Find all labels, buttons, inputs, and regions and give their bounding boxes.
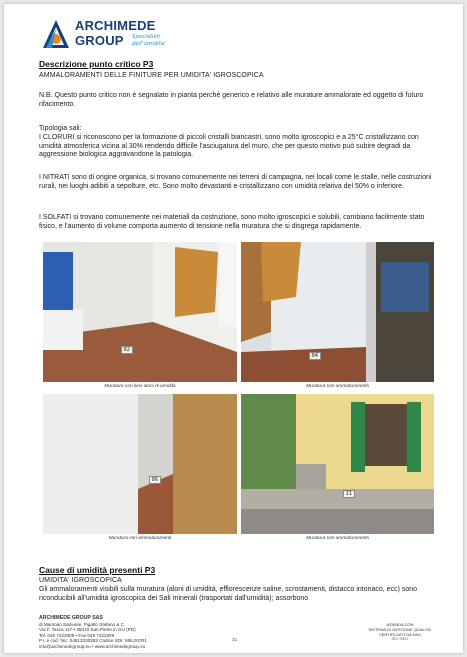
photo-caption-06: Muratura con ammaloramenti [108,536,172,541]
paragraph-nitrati: I NITRATI sono di origine organica, si trovano comunemente nei terreni di campagna, nei locali come le stalle, nelle costruzioni rurali, nei luoghi adibiti a sepolture, etc. Sono molto devastanti e cristallizzano con umidità relativa del 50% o inferiore. [39,174,432,190]
photo-06-image [43,394,237,534]
archimede-logo-icon [42,18,70,50]
footer-company-info [39,616,209,650]
photo-tag-04: 04 [309,352,321,360]
section-subtitle-cause: UMIDITA' IGROSCOPICA [39,577,122,584]
photo-caption-11: Muratura con ammaloramenti [306,536,369,541]
photo-04 [241,242,434,382]
cert-line-4: ISO 9001 [391,636,409,642]
footer-company-name: ARCHIMEDE GROUP SAS [39,615,103,621]
paragraph-cause: Gli ammaloramenti visibili sulla muratura (aloni di umidità, efflorescenze saline, scrostamenti, distacco intonaco, ecc) sono riconducibili all'umidità igroscopica dei Sali minerali (trasportati dall'umidità); assorbono [39,586,418,602]
paragraph-solfati: I SOLFATI si trovano comunemente nei materiali da costruzione, sono molto igroscopici e solubili, cambiano facilmente stato fisico, e l'aumento di volume comporta aumento di tensione nella muratura che si disgrega rapidamente. [39,214,425,230]
footer-line-3: Tel. 049 7423009 • Fax 049 7423309 [39,632,115,638]
paragraph-tipologia-label: Tipologia sali: [39,125,82,132]
logo-name-line2: GROUP [75,33,124,48]
photo-tag-11: 11 [343,490,355,498]
paragraph-cloruri: I CLORURI si riconoscono per la formazione di piccoli cristalli biancastri, sono molto igroscopici e a 25°C cristallizzano con umidità atmosferica vicina al 30% rendendo difficile l'asciugatura del muro, che per questo motivo può subire degradi da aggressione biologica aggravandone la patologia. [39,134,419,159]
photo-06 [43,394,237,534]
footer-line-5: info@archimedegroup.eu • www.archimedegroup.eu [39,643,146,649]
logo-tagline-line2: dell'umidita' [132,40,166,47]
photo-04-image [241,242,434,382]
cert-line-1: AZIENDA CON [386,622,414,627]
photo-caption-02: Muratura con lievi aloni di umidità [104,384,176,389]
photo-02-image [43,242,237,382]
footer-line-1: di Mantoan Samuele, Pigatto Stefano & C. [39,621,126,627]
photo-11-image [241,394,434,534]
photo-02 [43,242,237,382]
company-logo [42,18,182,52]
paragraph-nb: N.B. Questo punto critico non è segnalato in pianta perchè generico e relativo alle murature ammalorate ed oggetto di futuro rifacimento. [39,92,424,108]
logo-name-line1: ARCHIMEDE [75,18,156,33]
footer-line-2: Via F. Tasca 117 • 35010 San Pietro in GU (PD) [39,627,136,633]
logo-tagline [132,34,166,47]
cert-line-2: SISTEMA DI GESTIONE QUALITA' [368,626,432,632]
section-title-cause: Cause di umidità presenti P3 [39,565,156,575]
document-page [4,4,463,653]
photo-11 [241,394,434,534]
photo-tag-06: 06 [149,476,161,484]
section-subtitle-p3: AMMALORAMENTI DELLE FINITURE PER UMIDITA' IGROSCOPICA [39,72,264,79]
section-title-p3: Descrizione punto critico P3 [39,59,154,69]
page-number: 31 [232,638,238,643]
photo-tag-02: 02 [121,346,133,354]
photo-caption-04: Muratura con ammaloramenti [306,384,369,389]
logo-tagline-line1: Specialisti [132,34,160,40]
cert-line-3: CERTIFICATO DA DNV [378,631,422,637]
footer-line-4: P.I. e cod. fisc. 04813330283 Codice SDI: M5UXCR1 [39,638,147,644]
certification-badge [360,623,440,642]
